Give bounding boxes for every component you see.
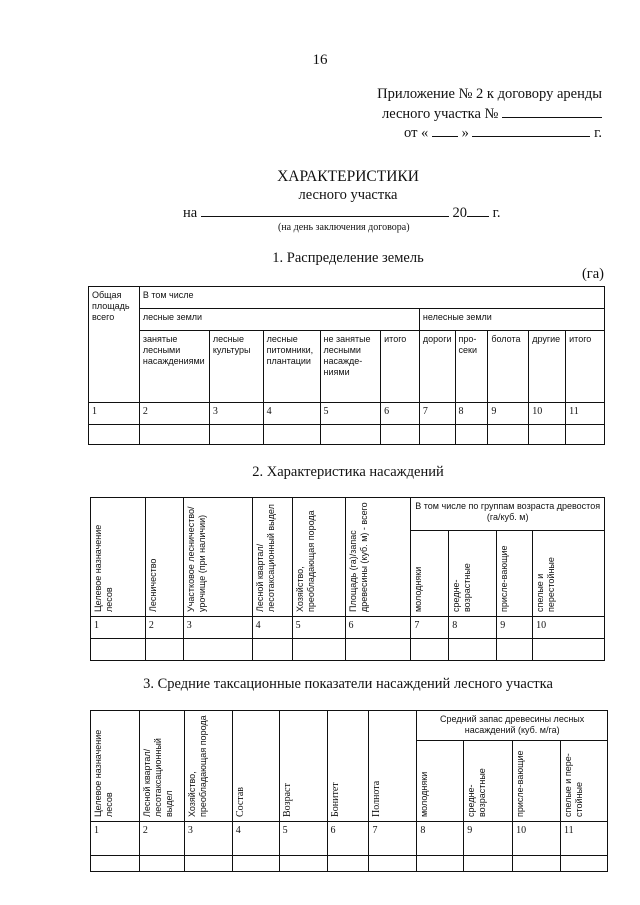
heading-note: (на день заключения договора) <box>278 222 410 233</box>
section3-title: 3. Средние таксационные показатели насаждений лесного участка <box>143 676 553 692</box>
col-number: 4 <box>263 403 320 425</box>
age-col-header: средне-возрастные <box>449 531 497 617</box>
age-col-header: присле-вающие <box>513 741 561 822</box>
col-number: 8 <box>449 617 497 639</box>
col-header: болота <box>488 331 529 403</box>
col-header: Целевое назначение лесов <box>91 498 146 617</box>
section1-title: 1. Распределение земель <box>272 250 424 266</box>
document-subtitle: лесного участка <box>298 187 398 203</box>
table-row <box>91 856 608 872</box>
age-col-header: присле-вающие <box>497 531 533 617</box>
date-from-label: от « <box>404 125 429 141</box>
col-number: 5 <box>320 403 381 425</box>
total-area-header: Общая площадь всего <box>89 287 140 403</box>
section1-unit: (га) <box>581 266 604 282</box>
col-header: Участковое лесничество/ урочище (при наличии) <box>183 498 252 617</box>
heading-date-blank <box>201 203 449 217</box>
age-col-header: молодняки <box>411 531 449 617</box>
nonforest-lands-header: нелесные земли <box>419 309 604 331</box>
col-number: 8 <box>417 822 464 856</box>
col-number: 4 <box>252 617 292 639</box>
col-header: дороги <box>419 331 455 403</box>
col-header: Возраст <box>279 711 327 822</box>
col-header: Лесной квартал/ лесотаксационный выдел <box>139 711 184 822</box>
col-number: 1 <box>89 403 140 425</box>
col-number: 2 <box>139 822 184 856</box>
col-number: 7 <box>419 403 455 425</box>
appendix-line2-text: лесного участка № <box>381 106 499 122</box>
col-number: 7 <box>411 617 449 639</box>
table-row <box>91 639 605 661</box>
col-number: 6 <box>345 617 411 639</box>
heading-year-blank <box>467 203 489 217</box>
heading-date-line <box>183 203 501 222</box>
col-header: Бонитет <box>327 711 369 822</box>
column-number-row <box>91 617 605 639</box>
heading-year-suffix: г. <box>492 205 501 221</box>
col-number: 11 <box>560 822 607 856</box>
age-col-header: спелые и пере-стойные <box>560 741 607 822</box>
col-header: Хозяйство, преобладающая порода <box>292 498 345 617</box>
land-distribution-table <box>88 286 605 445</box>
col-header: Хозяйство, преобладающая порода <box>184 711 232 822</box>
col-number: 3 <box>209 403 263 425</box>
including-header: В том числе <box>139 287 604 309</box>
age-col-header: средне-возрастные <box>464 741 513 822</box>
col-header: итого <box>381 331 420 403</box>
age-group-header: В том числе по группам возраста древостоя (га/куб. м) <box>411 498 605 531</box>
col-number: 8 <box>455 403 488 425</box>
page-number: 16 <box>312 52 328 68</box>
col-number: 2 <box>145 617 183 639</box>
forest-lands-header: лесные земли <box>139 309 419 331</box>
col-number: 1 <box>91 617 146 639</box>
col-header: лесные питомники, плантации <box>263 331 320 403</box>
age-col-header: молодняки <box>417 741 464 822</box>
column-number-row <box>91 822 608 856</box>
section2-title: 2. Характеристика насаждений <box>252 464 444 480</box>
appendix-line1: Приложение № 2 к договору аренды <box>377 86 602 102</box>
col-header: лесные культуры <box>209 331 263 403</box>
heading-year: 20 <box>452 205 467 221</box>
col-header: другие <box>529 331 566 403</box>
day-blank <box>432 123 458 137</box>
col-number: 10 <box>513 822 561 856</box>
col-header: Лесничество <box>145 498 183 617</box>
date-quote: » <box>461 125 469 141</box>
col-number: 3 <box>183 617 252 639</box>
table-row <box>89 425 605 445</box>
col-header: Площадь (га)/запас древесины (куб. м) - всего <box>345 498 411 617</box>
col-number: 4 <box>232 822 279 856</box>
col-header: Лесной квартал/ лесотаксационный выдел <box>252 498 292 617</box>
col-number: 9 <box>464 822 513 856</box>
col-number: 11 <box>566 403 605 425</box>
col-number: 6 <box>327 822 369 856</box>
col-number: 5 <box>279 822 327 856</box>
col-header: Полнота <box>369 711 417 822</box>
col-header: Состав <box>232 711 279 822</box>
col-number: 2 <box>139 403 209 425</box>
column-number-row <box>89 403 605 425</box>
col-number: 9 <box>488 403 529 425</box>
avg-taxation-table <box>90 710 608 872</box>
col-header: Целевое назначение лесов <box>91 711 140 822</box>
col-number: 10 <box>533 617 605 639</box>
col-number: 5 <box>292 617 345 639</box>
month-blank <box>472 123 590 137</box>
col-number: 6 <box>381 403 420 425</box>
document-title: ХАРАКТЕРИСТИКИ <box>277 168 419 185</box>
col-number: 1 <box>91 822 140 856</box>
stand-characteristics-table <box>90 497 605 661</box>
col-number: 10 <box>529 403 566 425</box>
col-header: итого <box>566 331 605 403</box>
age-col-header: спелые и перестойные <box>533 531 605 617</box>
appendix-line2 <box>382 104 602 124</box>
contract-number-blank <box>502 104 602 118</box>
heading-on-label: на <box>183 205 198 221</box>
avg-stock-header: Средний запас древесины лесных насаждений (куб. м/га) <box>417 711 608 741</box>
col-header: не занятые лесными насажде-ниями <box>320 331 381 403</box>
date-year-suffix: г. <box>594 125 602 141</box>
col-header: занятые лесными насаждениями <box>139 331 209 403</box>
col-header: про-секи <box>455 331 488 403</box>
appendix-line3 <box>404 123 602 143</box>
col-number: 9 <box>497 617 533 639</box>
col-number: 7 <box>369 822 417 856</box>
col-number: 3 <box>184 822 232 856</box>
